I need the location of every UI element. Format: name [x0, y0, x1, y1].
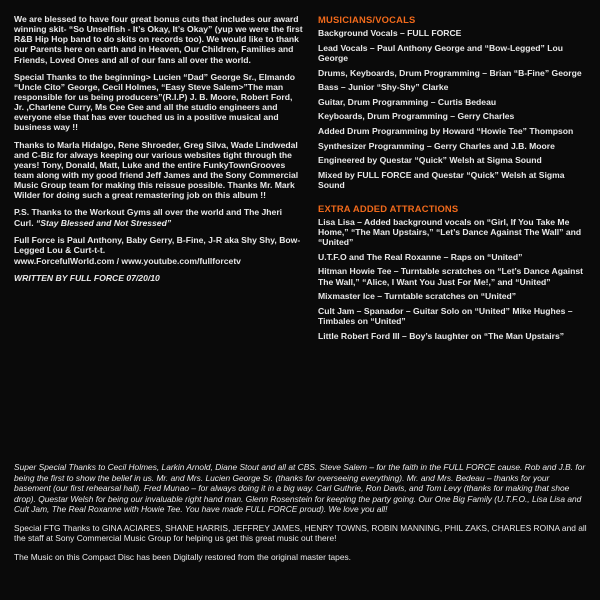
musician-credit: Keyboards, Drum Programming – Gerry Charles	[318, 111, 515, 122]
restoration-note: The Music on this Compact Disc has been Digitally restored from the original master tapes.	[14, 551, 352, 562]
extra-credit: Lisa Lisa – Added background vocals on “Girl, If You Take Me Home,” “The Man Upstairs,” “Let’s Dance Against The Wall” and “United”	[318, 216, 582, 248]
thanks-column	[14, 14, 304, 290]
blessed-paragraph: We are blessed to have four great bonus cuts that includes our award winning skit- “So Unselfish - It’s Okay, It’s Okay” (yup we were the first R&B Hip Hop band to do skits on records too). We would like to thank our Parents here on earth and in Heaven, Our Children, Families and Friends, Loved Ones and all of our fans all over the world.	[14, 14, 303, 65]
bottom-thanks	[14, 462, 588, 570]
super-special-thanks: Super Special Thanks to Cecil Holmes, Larkin Arnold, Diane Stout and all at CBS. Steve Salem – for the faith in the FULL FORCE cause. Rob and J.B. for being the first to show the belief in us. Mr. and Mrs. Lucien George Sr. (thanks for overseeing everything). Mr. and Mrs. Bedeau – thanks for your basement (our first rehearsal hall). Fred Munao – for always doing it in a big way. Carl Guthrie, Ron Davis, and Tom Levy (thanks for making that shoe drop). Questar Welsh for being our invaluable right hand man. Glenn Rosenstein for keeping the party going. Our One Big Family (U.T.F.O., Lisa Lisa and Cult Jam, The Real Roxanne with Howie Tee. You have made FULL FORCE proud). We love you all!	[14, 462, 586, 514]
musician-credit: Drums, Keyboards, Drum Programming – Brian “B-Fine” George	[318, 67, 582, 78]
full-force-members: Full Force is Paul Anthony, Baby Gerry, B-Fine, J-R aka Shy Shy, Bow-Legged Lou & Curt-t-t.	[14, 234, 301, 255]
musicians-heading: MUSICIANS/VOCALS	[318, 14, 416, 25]
musician-credit: Added Drum Programming by Howard “Howie Tee” Thompson	[318, 126, 574, 137]
section-spacer	[318, 195, 590, 203]
websites-thanks-paragraph: Thanks to Marla Hidalgo, Rene Shroeder, Greg Silva, Wade Lindwedal and C-Biz for always keeping our various websites tight through the years! Tony, Donald, Matt, Luke and the entire FunkyTownGrooves team along with my good friend Jeff James and the Sony Commercial Music Group team for making this reissue possible. Thanks Mr. Mark Wilder for doing such a great remastering job on this album !!	[14, 139, 299, 201]
written-by: WRITTEN BY FULL FORCE 07/20/10	[14, 273, 160, 284]
musician-credit: Background Vocals – FULL FORCE	[318, 28, 462, 39]
extra-credit: Cult Jam – Spanador – Guitar Solo on “United” Mike Hughes – Timbales on “United”	[318, 305, 573, 326]
musician-credit: Lead Vocals – Paul Anthony George and “Bow-Legged” Lou George	[318, 42, 563, 63]
credits-column	[318, 14, 590, 345]
special-thanks-paragraph: Special Thanks to the beginning> Lucien “Dad” George Sr., Elmando “Uncle Cito” George, Cecil Holmes, “Easy Steve Salem>”The man responsible for us being producers”(R.I.P) J. B. Moore, Robert Ford, Jr. ,Charlene Curry, Ms Cee Gee and all the studio engineers and everyone else that has ever touched us in a positive musical and business way !!	[14, 71, 296, 133]
musician-credit: Guitar, Drum Programming – Curtis Bedeau	[318, 96, 497, 107]
extra-credit: Little Robert Ford III – Boy’s laughter on “The Man Upstairs”	[318, 330, 565, 341]
ps-text: P.S. Thanks to the Workout Gyms all over the world and The Jheri Curl.	[14, 207, 283, 228]
extra-attractions-heading: EXTRA ADDED ATTRACTIONS	[318, 202, 459, 214]
ps-paragraph	[14, 207, 304, 227]
ps-motto: “Stay Blessed and Not Stressed”	[35, 217, 172, 228]
website-links: www.ForcefulWorld.com / www.youtube.com/fullforcetv	[14, 255, 241, 266]
musician-credit: Synthesizer Programming – Gerry Charles and J.B. Moore	[318, 140, 555, 151]
musician-credit: Mixed by FULL FORCE and Questar “Quick” Welsh at Sigma Sound	[318, 170, 565, 191]
musician-credit: Bass – Junior “Shy-Shy” Clarke	[318, 82, 449, 93]
musician-credit: Engineered by Questar “Quick” Welsh at Sigma Sound	[318, 155, 542, 166]
ftg-thanks: Special FTG Thanks to GINA ACIARES, SHANE HARRIS, JEFFREY JAMES, HENRY TOWNS, ROBIN MANNING, PHIL ZAKS, CHARLES ROINA and all the staff at Sony Commercial Music Group for helping us get this great music out there!	[14, 522, 587, 543]
extra-credit: Hitman Howie Tee – Turntable scratches on “Let’s Dance Against The Wall,” “Alice, I Want You Just For Me!,” and “United”	[318, 266, 584, 287]
extra-credit: Mixmaster Ice – Turntable scratches on “United”	[318, 291, 517, 302]
extra-credit: U.T.F.O and The Real Roxanne – Raps on “United”	[318, 251, 523, 262]
